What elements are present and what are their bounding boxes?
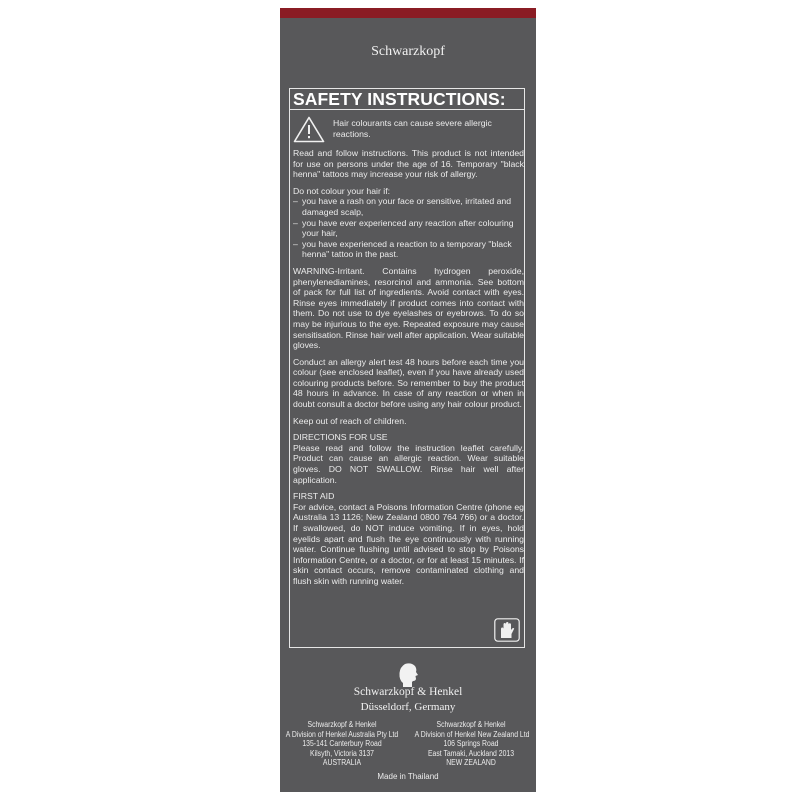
directions-section [293, 432, 524, 485]
address-new-zealand [415, 720, 528, 768]
do-not-list [293, 196, 524, 260]
address-australia [286, 720, 399, 768]
safety-box [289, 88, 525, 648]
do-not-intro: Do not colour your hair if: [293, 185, 391, 196]
glove-icon [494, 618, 520, 642]
address-line: 106 Springs Road [443, 739, 499, 748]
address-line: NEW ZEALAND [446, 758, 496, 767]
address-line: AUSTRALIA [322, 758, 362, 767]
first-aid-text: For advice, contact a Poisons Information Centre (phone eg Australia 13 1126; New Zealand 0800 764 766) or a doctor. If swallowed, do NOT induce vomiting. If in eyes, hold eyelids apart and flush the eye continuously with running water. Continue flushing until advised to stop by Poisons Information Centre, or a doctor, or for at least 15 minutes. If skin contact occurs, remove contaminated clothing and flush skin with running water. [293, 501, 524, 586]
address-line: A Division of Henkel Australia Pty Ltd [285, 729, 399, 739]
keep-out-text: Keep out of reach of children. [293, 415, 407, 426]
address-line: Schwarzkopf & Henkel [436, 720, 506, 729]
first-aid-heading: FIRST AID [293, 491, 335, 502]
list-item: – you have ever experienced any reaction after colouring your hair, [293, 218, 524, 239]
directions-heading: DIRECTIONS FOR USE [293, 432, 388, 443]
warning-triangle-icon [293, 116, 325, 143]
address-line: East Tamaki, Auckland 2013 [427, 748, 515, 758]
read-follow-text: Read and follow instructions. This product is not intended for use on persons under the age of 16. Temporary "black henna" tattoos may increase your risk of allergy. [293, 148, 524, 180]
safety-content [293, 112, 524, 593]
made-in-text: Made in Thailand [377, 772, 439, 781]
brand-logo: Schwarzkopf [371, 44, 445, 59]
product-panel [280, 8, 536, 792]
safety-title: SAFETY INSTRUCTIONS: [290, 89, 524, 110]
list-item: – you have a rash on your face or sensitive, irritated and damaged scalp, [293, 196, 524, 217]
allergy-warning-text: Hair colourants can cause severe allergic reactions. [333, 118, 492, 139]
allergy-warning [293, 112, 524, 144]
allergy-test-text: Conduct an allergy alert test 48 hours before each time you colour (see enclosed leaflet), even if you have already used colouring products before. So remember to buy the product 48 hours in advance. In case of any reaction or when in doubt consult a doctor before using any hair colour product. [293, 356, 524, 410]
address-line: A Division of Henkel New Zealand Ltd [414, 729, 530, 739]
address-line: 135-141 Canterbury Road [302, 739, 382, 748]
list-item: – you have experienced a reaction to a temporary "black henna" tattoo in the past. [293, 239, 524, 260]
top-accent-band [280, 8, 536, 18]
warning-irritant-text: WARNING-Irritant. Contains hydrogen peroxide, phenylenediamines, resorcinol and ammonia. See bottom of pack for full list of ingredients. Avoid contact with eyes. Rinse eyes immediately if product comes into contact with them. Do not use to dye eyelashes or eyebrows. To do so may be injurious to the eye. Repeated exposure may cause sensitisation. Rinse hair well after application. Wear suitable gloves. [293, 265, 524, 351]
company-name: Schwarzkopf & Henkel [353, 686, 463, 698]
first-aid-section [293, 491, 524, 586]
directions-text: Please read and follow the instruction leaflet carefully. Product can cause an allergic reaction. Wear suitable gloves. DO NOT SWALLOW. Rinse hair well after application. [293, 442, 524, 485]
company-city: Düsseldorf, Germany [360, 701, 456, 713]
address-line: Schwarzkopf & Henkel [307, 720, 377, 729]
address-line: Kilsyth, Victoria 3137 [310, 748, 374, 758]
